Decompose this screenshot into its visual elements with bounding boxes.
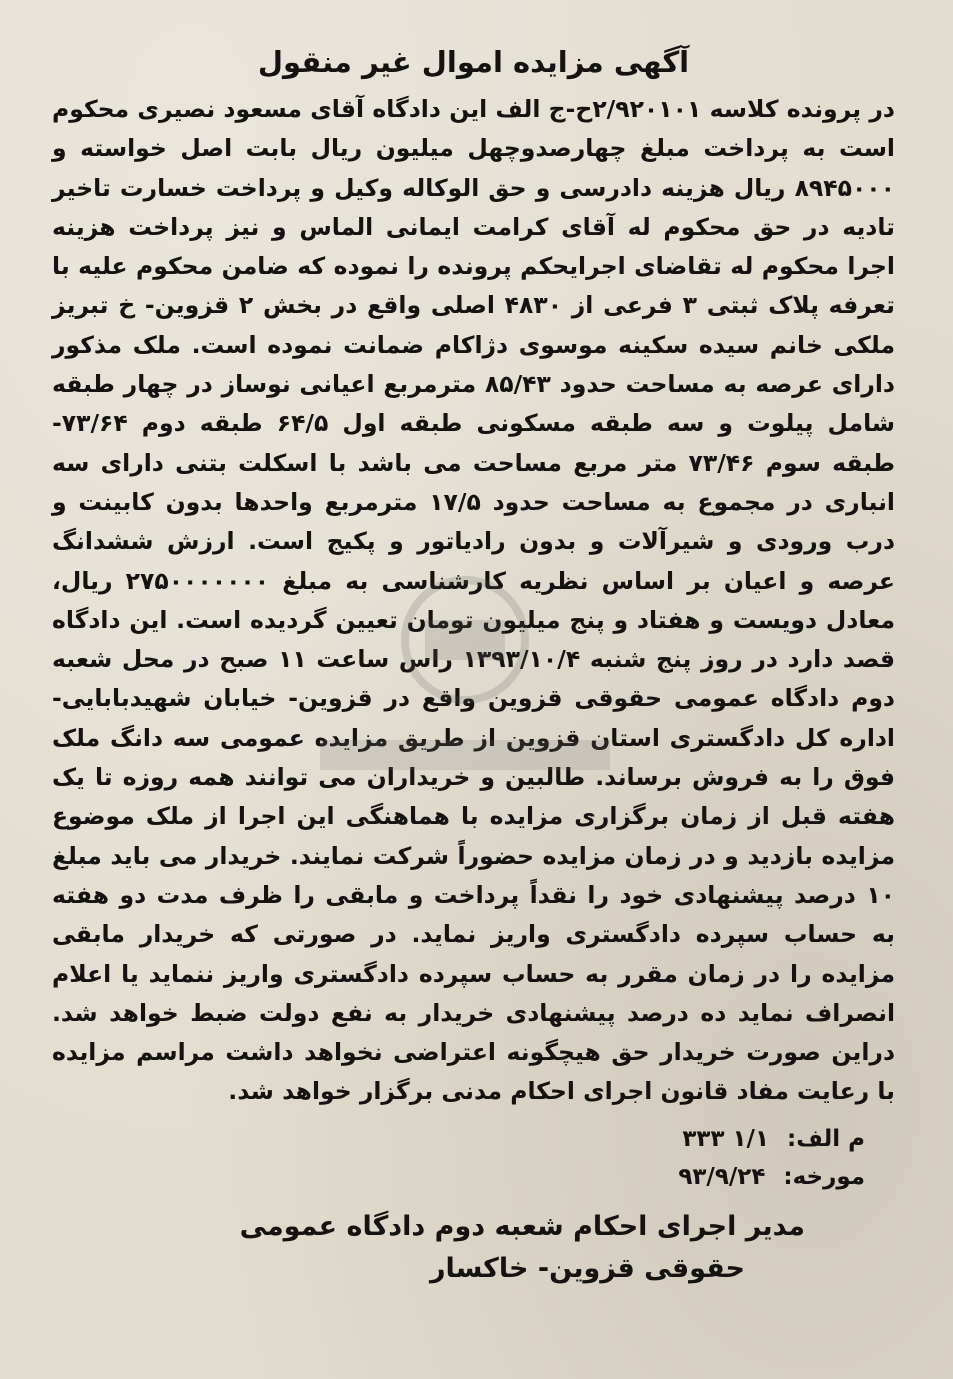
signature-line-1: مدیر اجرای احکام شعبه دوم دادگاه عمومی bbox=[239, 1210, 805, 1242]
reference-number-line bbox=[52, 1120, 865, 1158]
date-label: مورخه: bbox=[783, 1163, 865, 1190]
notice-title: آگهی مزایده اموال غیر منقول bbox=[257, 45, 690, 79]
date-line bbox=[52, 1158, 865, 1196]
notice-meta bbox=[52, 1120, 895, 1196]
reference-label: م الف: bbox=[787, 1125, 865, 1152]
notice-body: در پرونده کلاسه ۲/۹۲۰۱۰۱ح-ج الف این دادگاه آقای مسعود نصیری محکوم است به پرداخت مبلغ چهارصدوچهل میلیون ریال بابت اصل خواسته و ۸۹۴۵۰۰۰ ریال هزینه دادرسی و حق الوکاله وکیل و پرداخت خسارت تاخیر تادیه در حق محکوم له آقای کرامت ایمانی الماس و نیز پرداخت هزینه اجرا محکوم له تقاضای اجرایحکم پرونده را نموده که ضامن محکوم علیه با تعرفه پلاک ثبتی ۳ فرعی از ۴۸۳۰ اصلی واقع در بخش ۲ قزوین- خ تبریز ملکی خانم سیده سکینه موسوی دژاکام ضمانت نموده است. ملک مذکور دارای عرصه به مساحت حدود ۸۵/۴۳ مترمربع اعیانی نوساز در چهار طبقه شامل پیلوت و سه طبقه مسکونی طبقه اول ۶۴/۵ طبقه دوم ۷۳/۶۴- طبقه سوم ۷۳/۴۶ متر مربع مساحت می باشد با اسکلت بتنی دارای سه انباری در مجموع به مساحت حدود ۱۷/۵ مترمربع واحدها بدون کابینت و درب ورودی و شیرآلات و بدون رادیاتور و پکیج است. ارزش ششدانگ عرصه و اعیان بر اساس نظریه کارشناسی به مبلغ ۲۷۵۰۰۰۰۰۰۰ ریال، معادل دویست و هفتاد و پنج میلیون تومان تعیین گردیده است. این دادگاه قصد دارد در روز پنج شنبه ۱۳۹۳/۱۰/۴ راس ساعت ۱۱ صبح در محل شعبه دوم دادگاه عمومی حقوقی قزوین واقع در قزوین- خیابان شهیدبابایی- اداره کل دادگستری استان قزوین از طریق مزایده عمومی سه دانگ ملک فوق را به فروش برساند. طالبین و خریداران می توانند همه روزه تا یک هفته قبل از زمان برگزاری مزایده با هماهنگی این اجرا از ملک موضوع مزایده بازدید و در زمان مزایده حضوراً شرکت نمایند. خریدار می باید مبلغ ۱۰ درصد پیشنهادی خود را نقداً پرداخت و مابقی را ظرف مدت دو هفته به حساب سپرده دادگستری واریز نماید. در صورتی که خریدار مابقی مزایده را در زمان مقرر به حساب سپرده دادگستری واریز ننماید یا اعلام انصراف نماید ده درصد پیشنهادی خریدار به نفع دولت ضبط خواهد شد. دراین صورت خریدار حق هیچگونه اعتراضی نخواهد داشت مراسم مزایده با رعایت مفاد قانون اجرای احکام مدنی برگزار خواهد شد. bbox=[52, 95, 896, 1106]
reference-value: ۱/۱ ۳۳۳ bbox=[682, 1125, 769, 1152]
date-value: ۹۳/۹/۲۴ bbox=[678, 1163, 766, 1190]
signature-block bbox=[52, 1206, 895, 1290]
signature-line-2: حقوقی قزوین- خاکسار bbox=[430, 1252, 745, 1284]
